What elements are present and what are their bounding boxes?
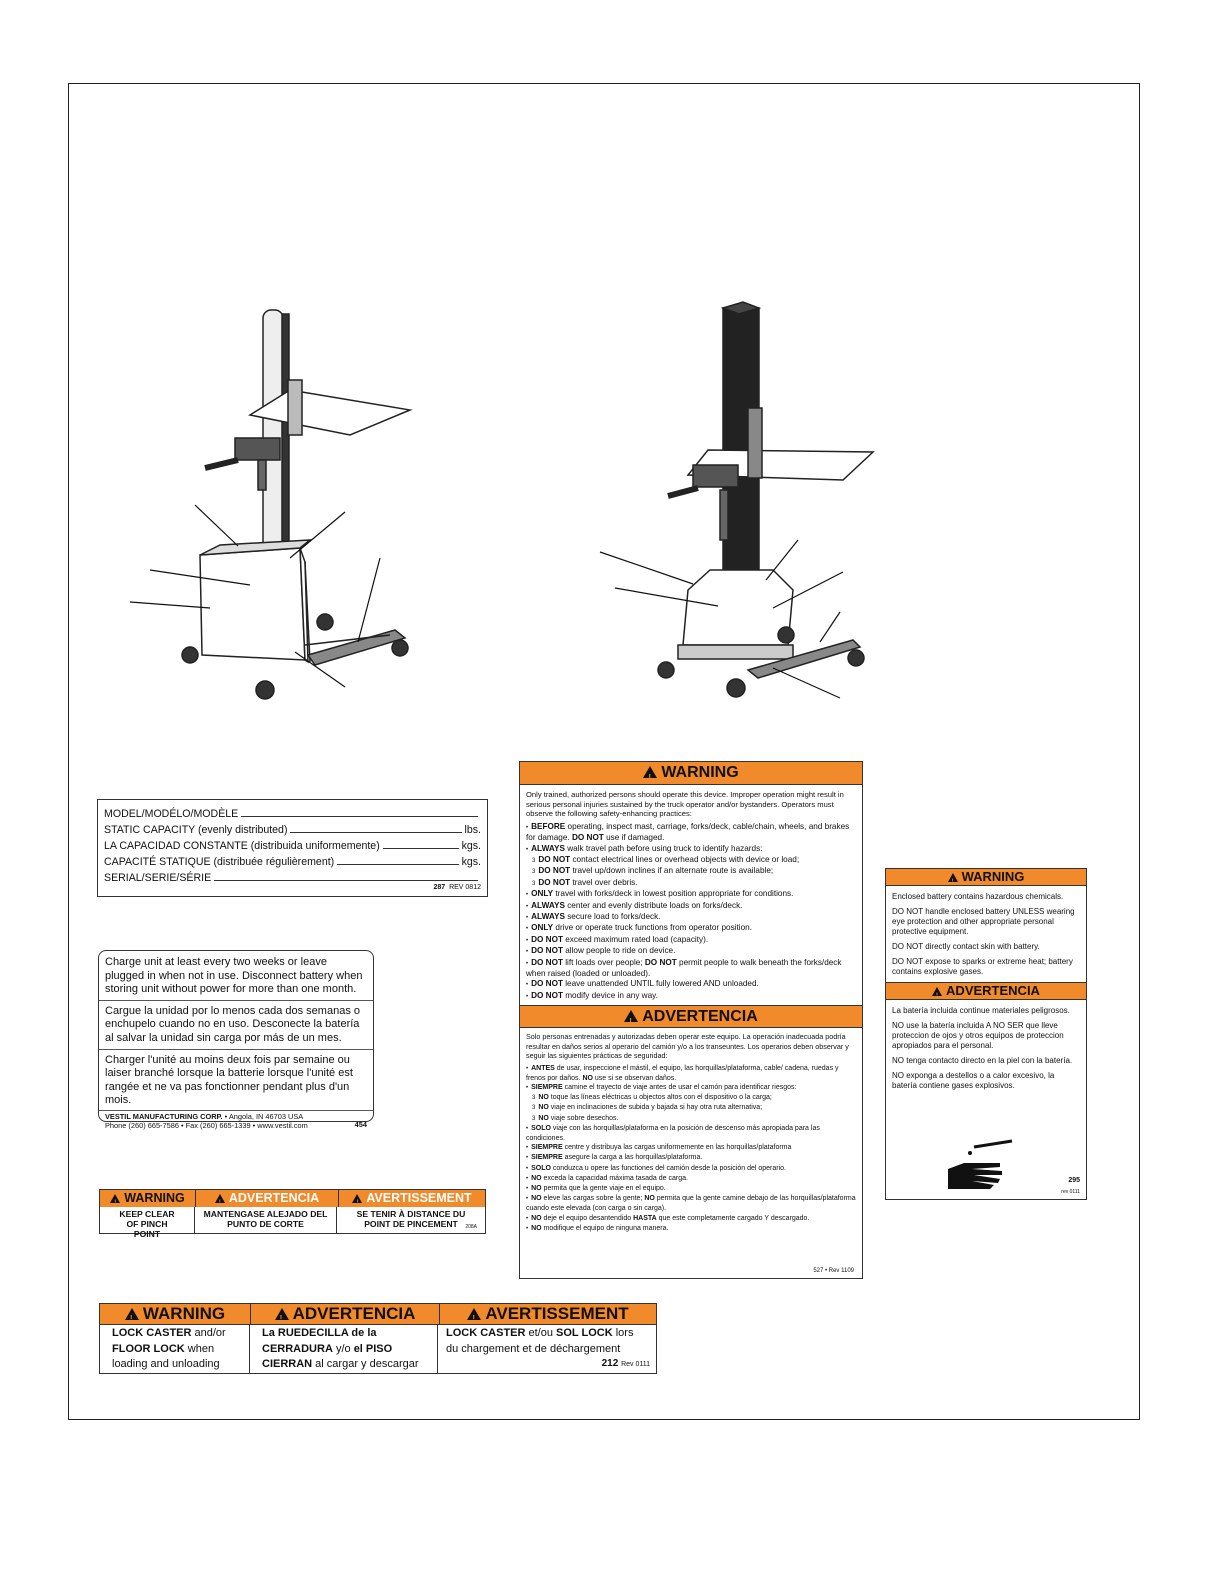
op-item: 3 DO NOT contact electrical lines or overhead objects with device or load; [532, 855, 800, 864]
battery-warning-header: !WARNING [886, 869, 1086, 886]
caster-header-warning: !WARNING [100, 1304, 251, 1324]
operation-advertencia-list [520, 1064, 862, 1234]
charge-label [98, 950, 374, 1131]
battery-es-3: NO tenga contacto directo en la piel con la batería. [892, 1056, 1073, 1065]
pinch-text-es: MANTENGASE ALEJADO DEL PUNTO DE CORTE [195, 1207, 337, 1233]
operation-warning-label [519, 761, 863, 1279]
battery-es-1: La batería incluida continue materiales peligrosos. [892, 1006, 1070, 1015]
lock-caster-label [99, 1303, 657, 1374]
battery-en-3: DO NOT directly contact skin with battery. [892, 942, 1040, 951]
op-item: • DO NOT exceed maximum rated load (capacity). [526, 934, 709, 944]
battery-en-4: DO NOT expose to sparks or extreme heat; battery contains explosive gases. [892, 957, 1073, 976]
caster-label-rev: Rev 0111 [621, 1360, 650, 1368]
es-item: • NO permita que la gente viaje en el equipo. [526, 1184, 666, 1192]
operation-warning-header: !WARNING [520, 762, 862, 785]
op-item: 3 DO NOT travel over debris. [532, 877, 638, 887]
charge-fr: Charger l'unité au moins deux fois par semaine ou laiser branché lorsque la batterie lorsque l'unité est rangée et ne va pas fonctionner pendant plus d'un mois. [99, 1050, 373, 1111]
caster-text-en: LOCK CASTER and/or FLOOR LOCK when loading and unloading [100, 1325, 250, 1374]
caster-label-number: 212 [601, 1357, 619, 1369]
op-item: • ALWAYS walk travel path before using truck to identify hazards: [526, 843, 763, 853]
battery-warning-label [885, 868, 1087, 1200]
pinch-text-fr: SE TENIR À DISTANCE DU POINT DE PINCEMENT [356, 1209, 466, 1229]
es-item: 3 NO viaje en inclinaciones de subida y bajada si hay otra ruta alternativa; [532, 1104, 763, 1112]
pinch-label-number: 208A [465, 1224, 477, 1230]
charge-en: Charge unit at least every two weeks or leave plugged in when not in use. Disconnect battery when storing unit without power for more than one month. [99, 951, 373, 1001]
operation-warning-list [520, 822, 862, 1003]
op-item: • DO NOT lift loads over people; DO NOT permit people to walk beneath the forks/deck when raised (loaded or unloaded). [526, 957, 842, 979]
left-lift-illustration [120, 300, 420, 700]
es-item: • NO eleve las cargas sobre la gente; NO permita que la gente camine debajo de las horquillas/plataforma cuando este elevada (con carga o sin carga). [526, 1195, 856, 1213]
charge-es: Cargue la unidad por lo menos cada dos semanas o enchupelo cuando no en uso. Desconecte la batería al salvar la unidad sin carga por más de un mes. [99, 1001, 373, 1050]
battery-en-2: DO NOT handle enclosed battery UNLESS wearing eye protection and other appropriate personal protective equipment. [892, 907, 1075, 936]
operation-warning-intro: Only trained, authorized persons should operate this device. Improper operation might result in serious personal injuries sustained by the truck operator and/or bystanders. Operators must observe the following safety-enhancing practices: [526, 790, 844, 819]
es-item: • SOLO viaje con las horquillas/plataforma en la posición de descenso más apropiada para las condiciones. [526, 1124, 820, 1142]
capacite-line: CAPACITÉ STATIQUE (distribuée régulièrement) kgs. [104, 856, 481, 868]
pinch-header-advertencia: ! ADVERTENCIA [196, 1190, 339, 1207]
operation-advertencia-header: !ADVERTENCIA [520, 1005, 862, 1028]
op-item: • ALWAYS center and evenly distribute loads on forks/deck. [526, 900, 743, 910]
charge-label-number: 454 [354, 1120, 367, 1130]
es-item: • NO deje el equipo desantendido HASTA que este completamente cargado Y descargado. [526, 1214, 810, 1222]
right-lift-illustration [598, 300, 878, 700]
battery-label-rev: rev 0111 [1061, 1189, 1080, 1195]
es-item: 3 NO toque las líneas eléctricas u objectos altos con el dispositivo o la carga; [532, 1094, 772, 1102]
battery-es-4: NO exponga a destellos o a calor excesivo, la batería contiene gases explosivos. [892, 1071, 1055, 1090]
model-line: MODEL/MODÉLO/MODÈLE [104, 804, 481, 820]
pinch-header-avertissement: ! AVERTISSEMENT [339, 1190, 485, 1207]
battery-es-2: NO use la batería incluida A NO SER que lleve proteccion de ojos y otros equipos de proteccion apropiados para el personal. [892, 1021, 1064, 1050]
pinch-header-warning: !WARNING [100, 1190, 196, 1207]
company-phone: Phone (260) 665-7586 • Fax (260) 665-1339 • www.vestil.com [105, 1121, 308, 1131]
pinch-text-en: KEEP CLEAR OF PINCH POINT [100, 1207, 195, 1233]
es-item: • SIEMPRE camine el trayecto de viaje antes de usar el camón para identificar riesgos: [526, 1083, 797, 1091]
op-item: • DO NOT allow people to ride on device. [526, 946, 676, 956]
op-item: • DO NOT leave unattended UNTIL fully lowered AND unloaded. [526, 979, 759, 989]
caster-header-advertencia: ! ADVERTENCIA [251, 1304, 440, 1324]
static-capacity-line: STATIC CAPACITY (evenly distributed) lbs. [104, 824, 481, 836]
es-item: • NO exceda la capacidad máxima tasada de carga. [526, 1174, 688, 1182]
battery-en-1: Enclosed battery contains hazardous chemicals. [892, 892, 1064, 901]
es-item: • NO modifique el equipo de ninguna manera. [526, 1224, 669, 1232]
op-item: 3 DO NOT travel up/down inclines if an alternate route is available; [532, 866, 774, 876]
company-name: VESTIL MANUFACTURING CORP. [105, 1111, 223, 1121]
caster-header-avertissement: ! AVERTISSEMENT [440, 1304, 656, 1324]
model-capacity-label [97, 799, 488, 897]
caster-text-fr: LOCK CASTER et/ou SOL LOCK lors du chargement et de déchargement [446, 1327, 634, 1355]
operation-warning-number: 527 • Rev 1109 [813, 1268, 854, 1274]
acid-hand-icon [944, 1139, 1024, 1199]
op-item: • BEFORE operating, inspect mast, carriage, forks/deck, cable/chain, wheels, and brakes for damage. DO NOT use if damaged. [526, 821, 850, 843]
model-label-rev: REV 0812 [449, 884, 481, 891]
operation-advertencia-intro: Solo personas entrenadas y autorizadas deben operar este equipo. La operación inadecuada podría resultar en daños serios al operario del camión y/o a los transeuntes. Los operarios deben observar y seguir las siguientes prácticas de seguridad: [526, 1032, 849, 1061]
pinch-point-label [99, 1189, 486, 1239]
capacidad-line: LA CAPACIDAD CONSTANTE (distribuida uniformemente) kgs. [104, 840, 481, 852]
op-item: • DO NOT modify device in any way. [526, 990, 658, 1000]
op-item: • ONLY drive or operate truck functions from operator position. [526, 923, 752, 933]
serial-line: SERIAL/SERIE/SÉRIE [104, 868, 481, 884]
company-address: • Angola, IN 46703 USA [224, 1111, 304, 1121]
caster-text-es: La RUEDECILLA de la CERRADURA y/o el PISO CIERRAN al cargar y descargar [250, 1325, 438, 1374]
battery-label-number: 295 [1068, 1177, 1080, 1184]
battery-advertencia-header: !ADVERTENCIA [886, 982, 1086, 1000]
es-item: • SIEMPRE asegure la carga a las horquillas/plataforma. [526, 1154, 703, 1162]
model-label-number: 287 [433, 884, 446, 891]
op-item: • ALWAYS secure load to forks/deck. [526, 912, 661, 922]
op-item: • ONLY travel with forks/deck in lowest position appropriate for conditions. [526, 889, 794, 899]
es-item: • ANTES de usar, inspeccione el mástil, el equipo, las horquillas/plataforma, cable/ cadena, ruedas y frenos por daños. NO use si se observan daños. [526, 1064, 839, 1082]
es-item: • SOLO conduzca u opere las functiones del camión desde la posición del operario. [526, 1164, 786, 1172]
es-item: • SIEMPRE centre y distribuya las cargas uniformemente en las horquillas/plataforma [526, 1144, 792, 1152]
es-item: 3 NO viaje sobre desechos. [532, 1114, 619, 1122]
